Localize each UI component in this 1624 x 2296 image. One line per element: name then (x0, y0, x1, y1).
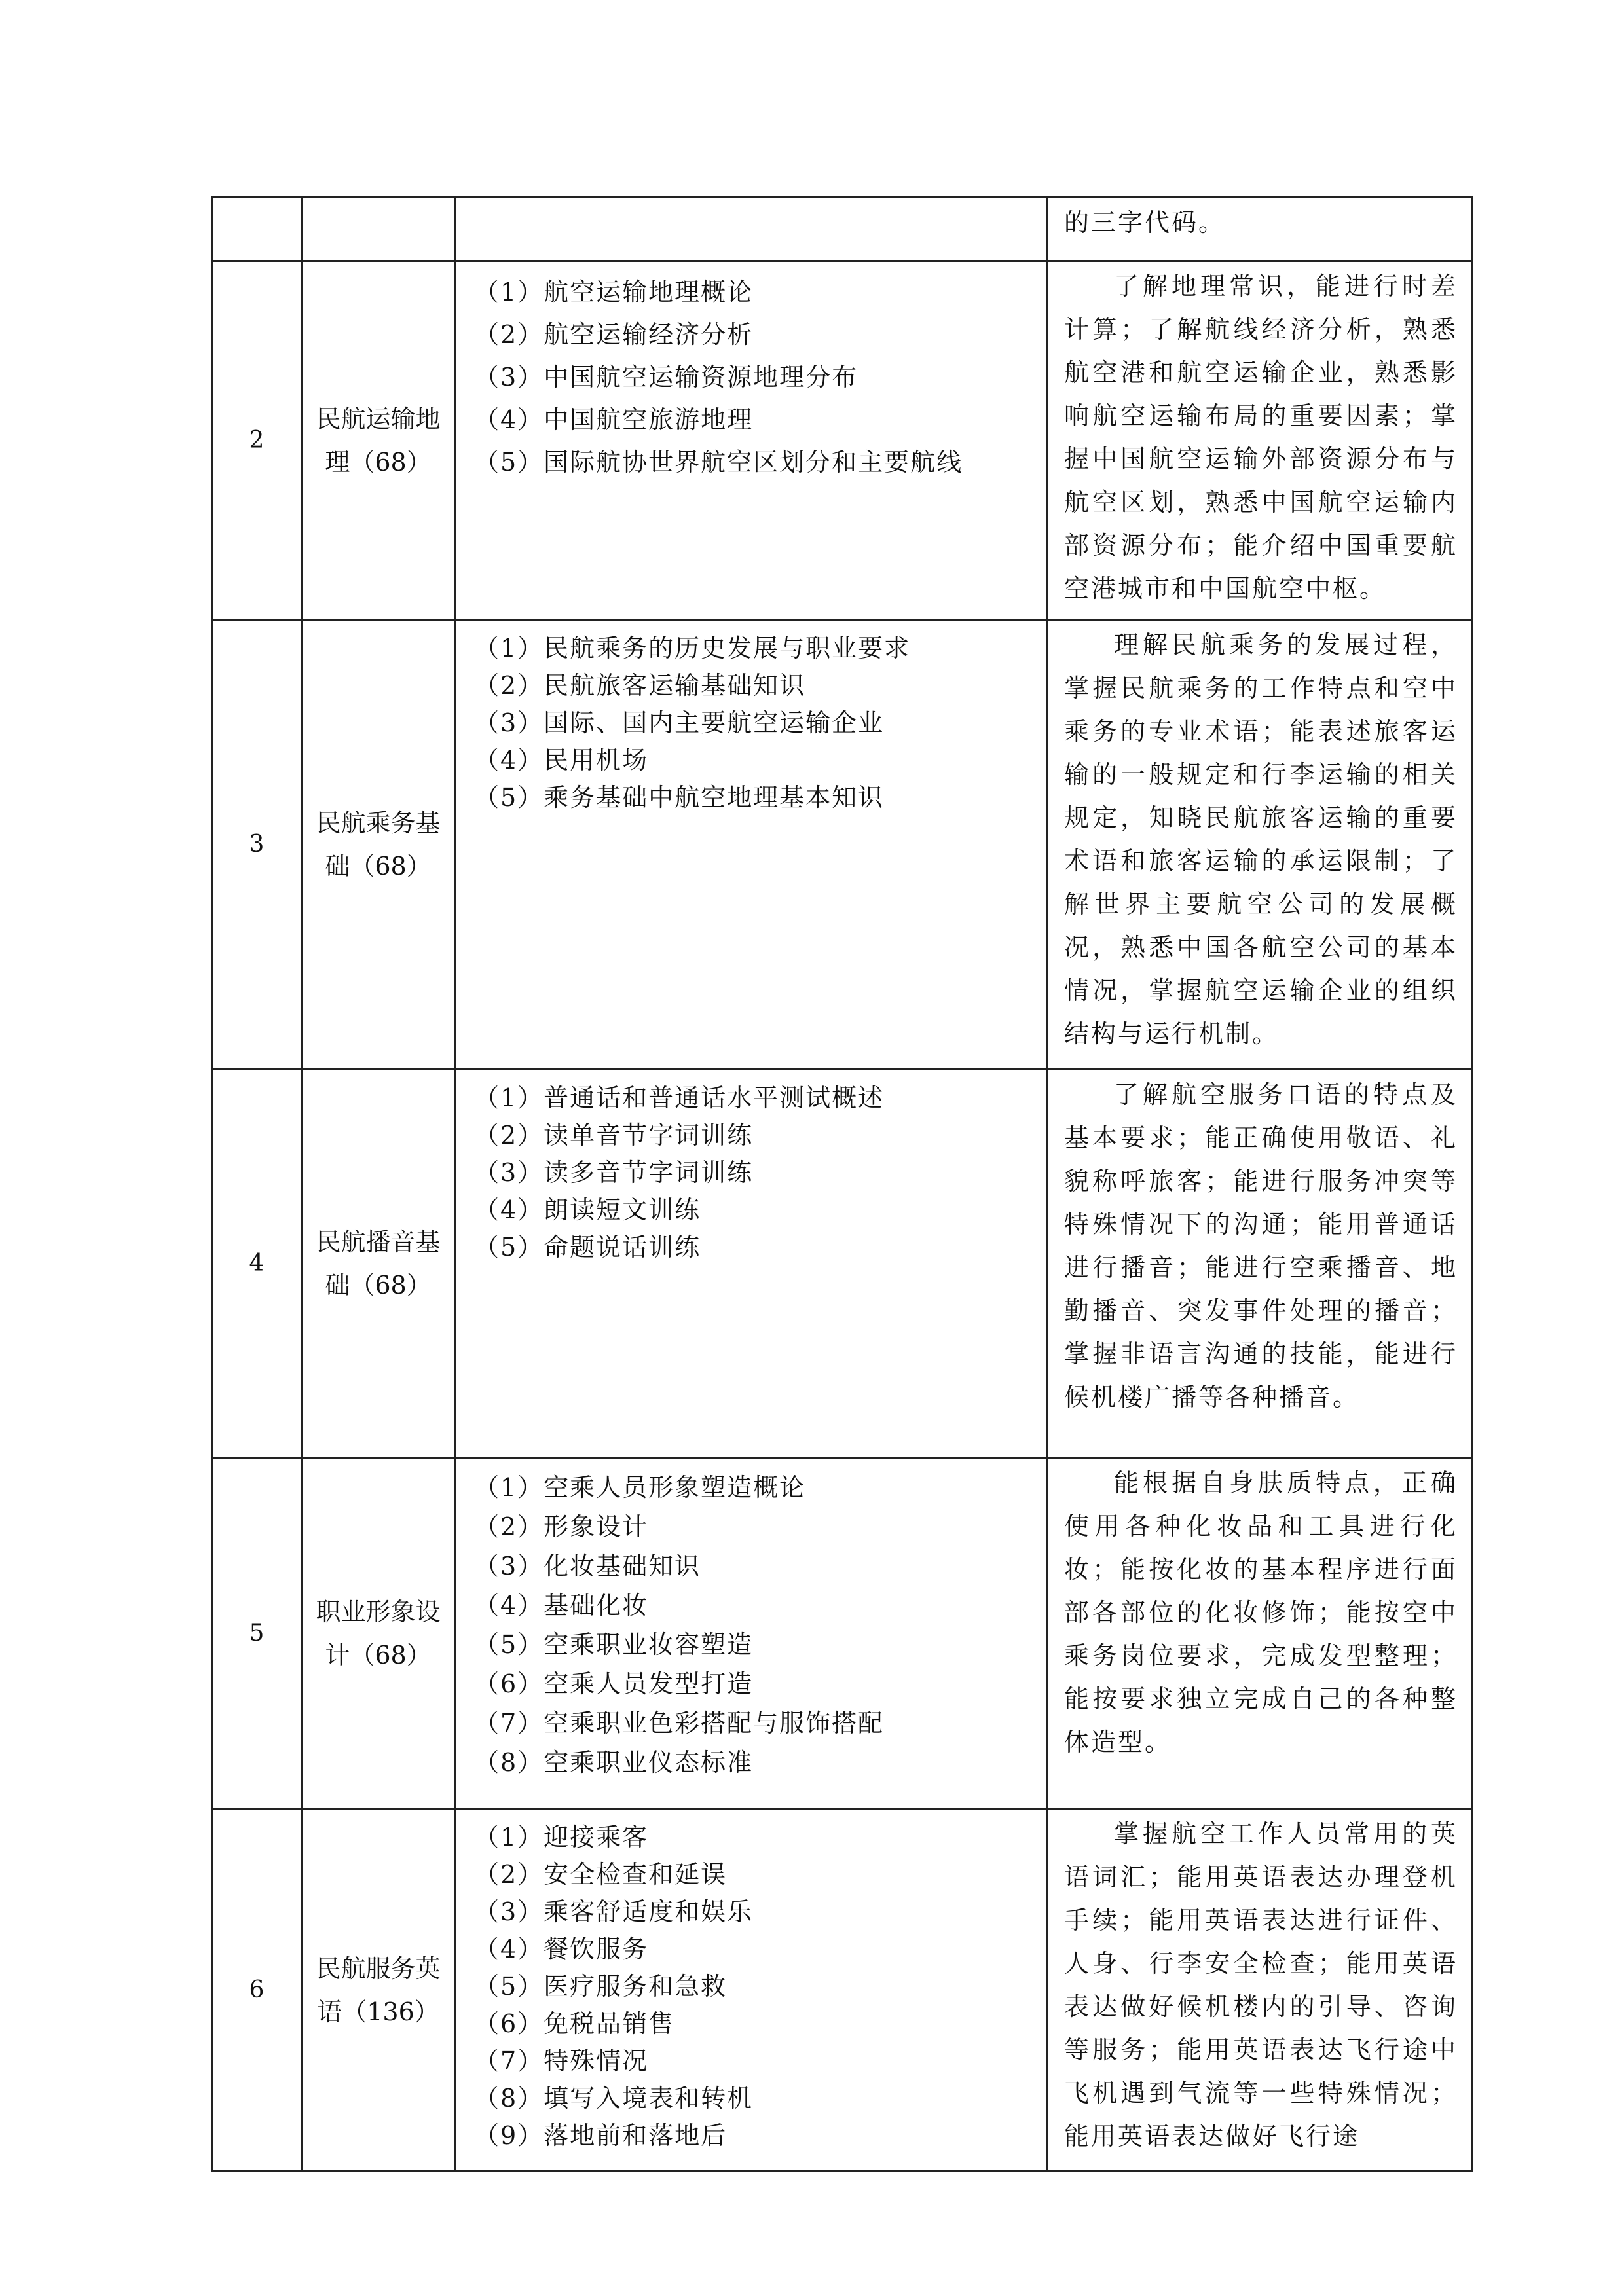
course-name: 民航播音基础（68） (302, 1070, 455, 1458)
course-requirement (1048, 1809, 1472, 2172)
content-item: （5）命题说话训练 (474, 1233, 701, 1262)
row-number: 6 (212, 1809, 302, 2172)
course-name: 民航运输地理（68） (302, 261, 455, 620)
table-row (212, 1809, 1472, 2172)
content-item: （1）民航乘务的历史发展与职业要求 (474, 634, 911, 663)
content-item: （8）填写入境表和转机 (474, 2084, 754, 2113)
content-item: （4）民用机场 (474, 746, 649, 774)
requirement-continuation-text: 的三字代码。 (1064, 208, 1226, 237)
content-item: （6）空乘人员发型打造 (474, 1669, 754, 1698)
requirement-text: 了解地理常识，能进行时差计算；了解航线经济分析，熟悉航空港和航空运输企业，熟悉影响航空运输布局的重要因素；掌握中国航空运输外部资源分布与航空区划，熟悉中国航空运输内部资源分布；能介绍中国重要航空港城市和中国航空中枢。 (1064, 272, 1458, 603)
requirement-text: 理解民航乘务的发展过程，掌握民航乘务的工作特点和空中乘务的专业术语；能表述旅客运输的一般规定和行李运输的相关规定，知晓民航旅客运输的重要术语和旅客运输的承运限制；了解世界主要航空公司的发展概况，熟悉中国各航空公司的基本情况，掌握航空运输企业的组织结构与运行机制。 (1064, 630, 1458, 1048)
content-item: （3）中国航空运输资源地理分布 (474, 363, 858, 392)
course-requirement (1048, 261, 1472, 620)
content-item: （9）落地前和落地后 (474, 2121, 728, 2150)
course-content (455, 261, 1048, 620)
requirement-text: 能根据自身肤质特点，正确使用各种化妆品和工具进行化妆；能按化妆的基本程序进行面部各部位的化妆修饰；能按空中乘务岗位要求，完成发型整理；能按要求独立完成自己的各种整体造型。 (1064, 1468, 1458, 1757)
content-item: （5）国际航协世界航空区划分和主要航线 (474, 448, 963, 477)
content-item: （2）民航旅客运输基础知识 (474, 671, 806, 700)
content-item: （1）空乘人员形象塑造概论 (474, 1473, 806, 1502)
course-content (455, 1458, 1048, 1809)
curriculum-table (211, 196, 1473, 2172)
course-content (455, 198, 1048, 261)
content-item: （2）安全检查和延误 (474, 1860, 728, 1889)
course-name: 民航服务英语（136） (302, 1809, 455, 2172)
course-content (455, 1070, 1048, 1458)
course-name (302, 198, 455, 261)
content-item: （6）免税品销售 (474, 2009, 675, 2038)
requirement-text: 掌握航空工作人员常用的英语词汇；能用英语表达办理登机手续；能用英语表达进行证件、人身、行李安全检查；能用英语表达做好候机楼内的引导、咨询等服务；能用英语表达飞行途中飞机遇到气流等一些特殊情况；能用英语表达做好飞行途 (1064, 1819, 1458, 2151)
table-row (212, 1458, 1472, 1809)
content-item: （3）读多音节字词训练 (474, 1158, 754, 1187)
content-item: （4）中国航空旅游地理 (474, 405, 754, 434)
content-item: （4）基础化妆 (474, 1591, 649, 1620)
row-number: 5 (212, 1458, 302, 1809)
content-item: （3）乘客舒适度和娱乐 (474, 1897, 754, 1926)
table-row (212, 198, 1472, 261)
course-requirement (1048, 1458, 1472, 1809)
content-item: （2）读单音节字词训练 (474, 1121, 754, 1150)
content-item: （1）迎接乘客 (474, 1823, 649, 1851)
content-item: （5）乘务基础中航空地理基本知识 (474, 783, 885, 812)
content-item: （4）朗读短文训练 (474, 1195, 701, 1224)
course-requirement (1048, 620, 1472, 1070)
row-number: 2 (212, 261, 302, 620)
course-requirement (1048, 1070, 1472, 1458)
content-item: （8）空乘职业仪态标准 (474, 1748, 754, 1777)
content-item: （7）空乘职业色彩搭配与服饰搭配 (474, 1709, 885, 1738)
row-number (212, 198, 302, 261)
table-row (212, 1070, 1472, 1458)
course-content (455, 620, 1048, 1070)
course-name: 职业形象设计（68） (302, 1458, 455, 1809)
content-item: （3）国际、国内主要航空运输企业 (474, 708, 885, 737)
content-item: （2）航空运输经济分析 (474, 320, 754, 349)
row-number: 4 (212, 1070, 302, 1458)
content-item: （3）化妆基础知识 (474, 1552, 701, 1580)
table-row (212, 261, 1472, 620)
content-item: （7）特殊情况 (474, 2047, 649, 2075)
content-item: （5）医疗服务和急救 (474, 1972, 728, 2001)
course-content (455, 1809, 1048, 2172)
content-item: （4）餐饮服务 (474, 1935, 649, 1963)
course-requirement (1048, 198, 1472, 261)
row-number: 3 (212, 620, 302, 1070)
content-item: （1）普通话和普通话水平测试概述 (474, 1084, 885, 1112)
table-row (212, 620, 1472, 1070)
course-name: 民航乘务基础（68） (302, 620, 455, 1070)
content-item: （2）形象设计 (474, 1512, 649, 1541)
content-item: （5）空乘职业妆容塑造 (474, 1630, 754, 1659)
requirement-text: 了解航空服务口语的特点及基本要求；能正确使用敬语、礼貌称呼旅客；能进行服务冲突等特殊情况下的沟通；能用普通话进行播音；能进行空乘播音、地勤播音、突发事件处理的播音；掌握非语言沟通的技能，能进行候机楼广播等各种播音。 (1064, 1080, 1458, 1412)
content-item: （1）航空运输地理概论 (474, 278, 754, 306)
